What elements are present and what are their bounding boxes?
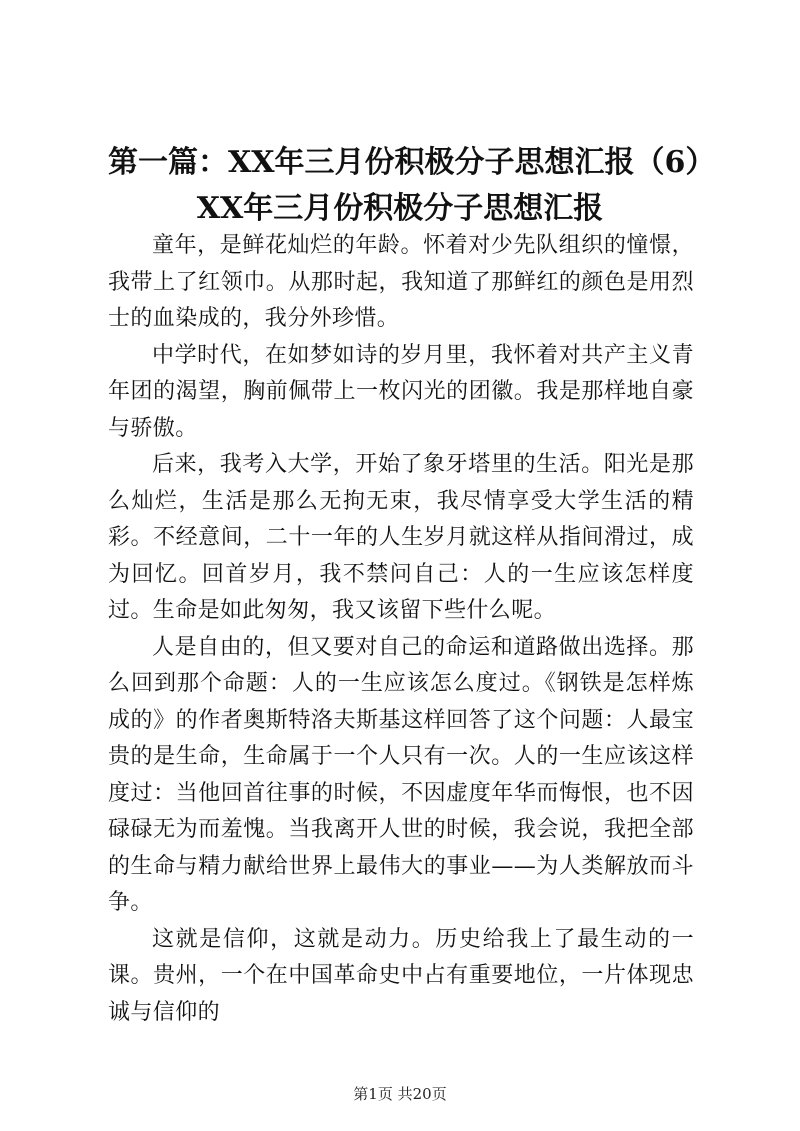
paragraph: 这就是信仰，这就是动力。历史给我上了最生动的一课。贵州，一个在中国革命史中占有重要地位，一片体现忠诚与信仰的 (108, 926, 694, 1025)
paragraph: 中学时代，在如梦如诗的岁月里，我怀着对共产主义青年团的渴望，胸前佩带上一枚闪光的团徽。我是那样地自豪与骄傲。 (108, 342, 694, 441)
title-block (100, 140, 716, 232)
paragraph: 人是自由的，但又要对自己的命运和道路做出选择。那么回到那个命题：人的一生应该怎么度过。《钢铁是怎样炼成的》的作者奥斯特洛夫斯基这样回答了这个问题：人最宝贵的是生命，生命属于一个人只有一次。人的一生应该这样度过：当他回首往事的时候，不因虚度年华而悔恨，也不因碌碌无为而羞愧。当我离开人世的时候，我会说，我把全部的生命与精力献给世界上最伟大的事业——为人类解放而斗争。 (108, 634, 694, 915)
paragraph: 童年，是鲜花灿烂的年龄。怀着对少先队组织的憧憬，我带上了红领巾。从那时起，我知道了那鲜红的颜色是用烈士的血染成的，我分外珍惜。 (108, 233, 694, 331)
document-body (108, 228, 694, 1031)
document-title: 第一篇：XX年三月份积极分子思想汇报（6） (108, 145, 716, 180)
paragraph: 后来，我考入大学，开始了象牙塔里的生活。阳光是那么灿烂，生活是那么无拘无束，我尽情享受大学生活的精彩。不经意间，二十一年的人生岁月就这样从指间滑过，成为回忆。回首岁月，我不禁问自己：人的一生应该怎样度过。生命是如此匆匆，我又该留下些什么呢。 (108, 452, 694, 623)
page-footer: 第1页 共20页 (353, 1085, 447, 1103)
document-subtitle: XX年三月份积极分子思想汇报 (196, 191, 604, 226)
